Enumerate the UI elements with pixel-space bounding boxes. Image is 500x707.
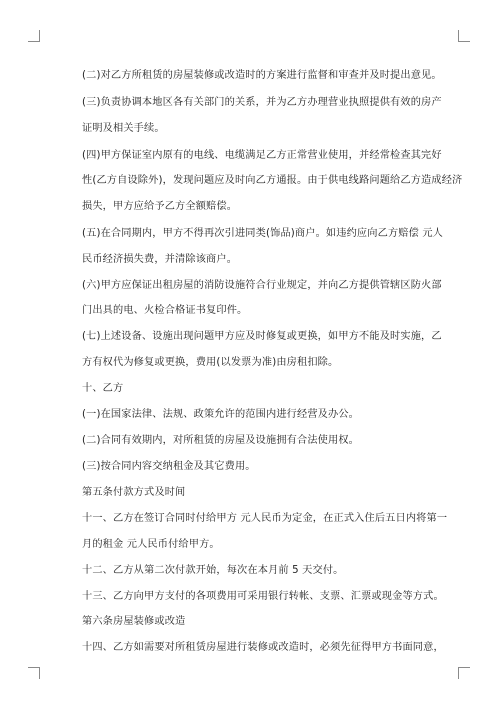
paragraph-line: 民币经济损失费，并清除该商户。 xyxy=(82,254,238,265)
paragraph-line: 十二、乙方从第二次付款开始，每次在本月前 5 天交付。 xyxy=(82,565,344,576)
paragraph-line: (三)负责协调本地区各有关部门的关系，并为乙方办理营业执照提供有效的房产 xyxy=(82,97,442,108)
paragraph-line: 性(乙方自设除外)，发现问题应及时向乙方通报。由于供电线路问题给乙方造成经济 xyxy=(82,175,463,186)
paragraph-line: 十三、乙方向甲方支付的各项费用可采用银行转帐、支票、汇票或现金等方式。 xyxy=(82,591,444,602)
paragraph-line: (二)合同有效期内，对所租赁的房屋及设施拥有合法使用权。 xyxy=(82,435,360,446)
section-heading: 第五条付款方式及时间 xyxy=(82,487,186,498)
paragraph-line: (六)甲方应保证出租房屋的消防设施符合行业规定，并向乙方提供管辖区防火部 xyxy=(82,280,442,291)
paragraph-line: (二)对乙方所租赁的房屋装修或改造时的方案进行监督和审查并及时提出意见。 xyxy=(82,70,442,81)
corner-mark-bottom-left xyxy=(28,667,40,679)
paragraph-line: (五)在合同期内，甲方不得再次引进同类(饰品)商户。如违约应向乙方赔偿 元人 xyxy=(82,228,444,239)
paragraph-line: (四)甲方保证室内原有的电线、电缆满足乙方正常营业使用，并经常检查其完好 xyxy=(82,150,442,161)
paragraph-line: 十四、乙方如需要对所租赁房屋进行装修或改造时，必须先征得甲方书面同意， xyxy=(82,642,444,653)
paragraph-line: 证明及相关手续。 xyxy=(82,123,165,134)
paragraph-line: 损失，甲方应给予乙方全额赔偿。 xyxy=(82,201,238,212)
paragraph-line: 月的租金 元人民币付给甲方。 xyxy=(82,539,220,550)
corner-mark-bottom-right xyxy=(458,667,470,679)
paragraph-line: 方有权代为修复或更换，费用(以发票为准)由房租扣除。 xyxy=(82,357,339,368)
paragraph-line: 十一、乙方在签订合同时付给甲方 元人民币为定金，在正式入住后五日内将第一 xyxy=(82,513,448,524)
paragraph-line: (三)按合同内容交纳租金及其它费用。 xyxy=(82,461,256,472)
section-heading: 十、乙方 xyxy=(82,383,124,394)
corner-mark-top-left xyxy=(28,30,40,42)
paragraph-line: (一)在国家法律、法规、政策允许的范围内进行经营及办公。 xyxy=(82,409,360,420)
section-heading: 第六条房屋装修或改造 xyxy=(82,616,186,627)
paragraph-line: (七)上述设备、设施出现问题甲方应及时修复或更换，如甲方不能及时实施，乙 xyxy=(82,331,442,342)
corner-mark-top-right xyxy=(458,30,470,42)
paragraph-line: 门出具的电、火检合格证书复印件。 xyxy=(82,305,248,316)
